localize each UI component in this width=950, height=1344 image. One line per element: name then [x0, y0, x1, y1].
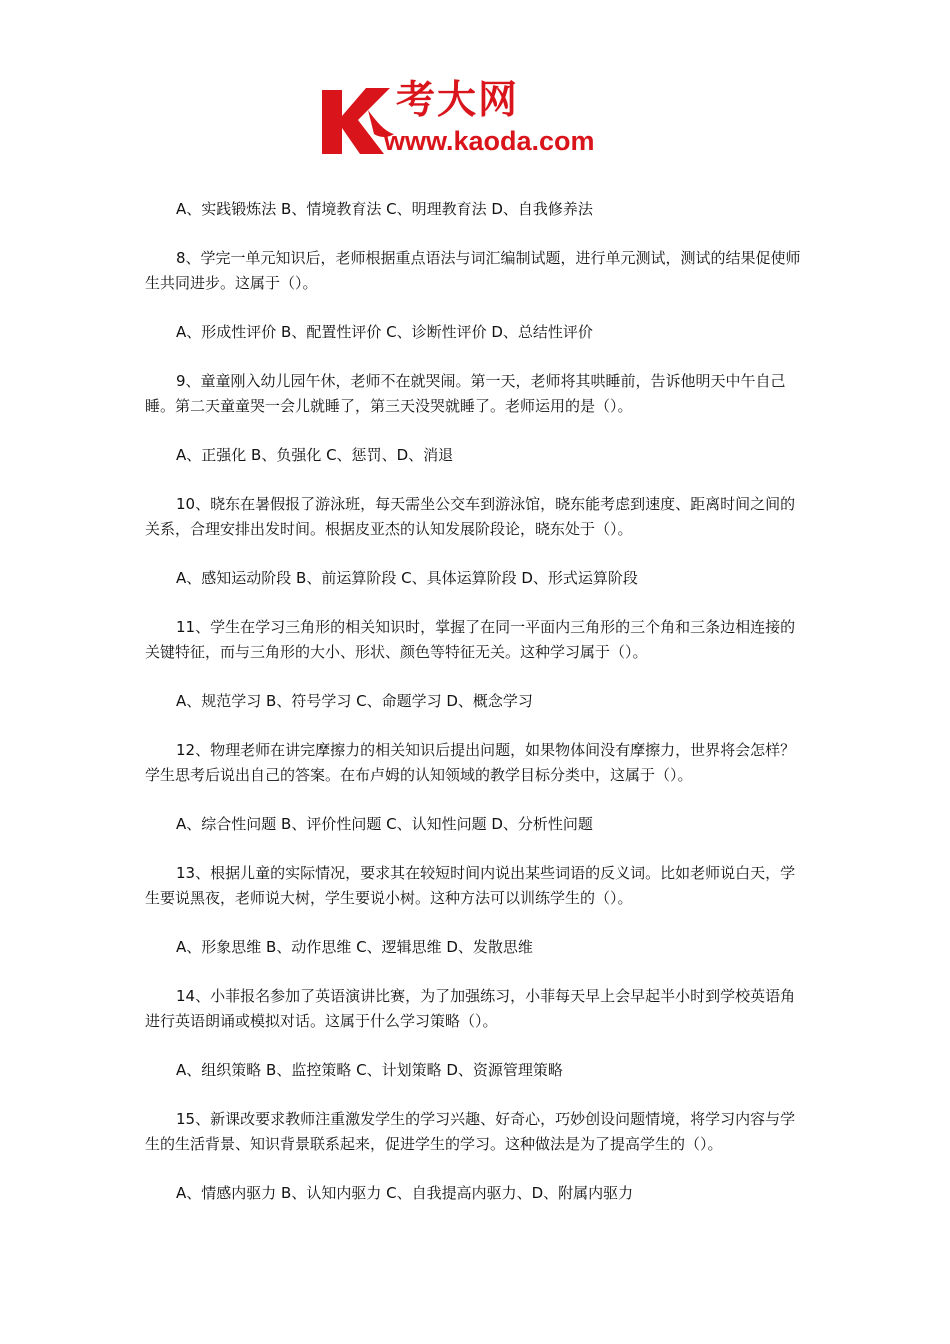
question-8: 8、学完一单元知识后，老师根据重点语法与词汇编制试题，进行单元测试，测试的结果促使师生共同进步。这属于（）。 [145, 249, 801, 292]
question-14: 14、小菲报名参加了英语演讲比赛，为了加强练习，小菲每天早上会早起半小时到学校英语角进行英语朗诵或模拟对话。这属于什么学习策略（）。 [145, 987, 796, 1030]
question-list [145, 197, 810, 1230]
question-13: 13、根据儿童的实际情况，要求其在较短时间内说出某些词语的反义词。比如老师说白天，学生要说黑夜，老师说大树，学生要说小树。这种方法可以训练学生的（）。 [145, 864, 796, 907]
logo-url-text: www.kaoda.com [384, 126, 595, 156]
options-line: A、形象思维 B、动作思维 C、逻辑思维 D、发散思维 [176, 938, 533, 956]
options-line: A、实践锻炼法 B、情境教育法 C、明理教育法 D、自我修养法 [176, 200, 593, 218]
question-9: 9、童童刚入幼儿园午休，老师不在就哭闹。第一天，老师将其哄睡前，告诉他明天中午自己睡。第二天童童哭一会儿就睡了，第三天没哭就睡了。老师运用的是（）。 [145, 372, 786, 415]
question-15: 15、新课改要求教师注重激发学生的学习兴趣、好奇心，巧妙创设问题情境，将学习内容与学生的生活背景、知识背景联系起来，促进学生的学习。这种做法是为了提高学生的（）。 [145, 1110, 796, 1153]
question-10: 10、晓东在暑假报了游泳班，每天需坐公交车到游泳馆，晓东能考虑到速度、距离时间之间的关系，合理安排出发时间。根据皮亚杰的认知发展阶段论，晓东处于（）。 [145, 495, 796, 538]
options-line: A、综合性问题 B、评价性问题 C、认知性问题 D、分析性问题 [176, 815, 593, 833]
kaoda-logo [318, 80, 638, 160]
options-line: A、组织策略 B、监控策略 C、计划策略 D、资源管理策略 [176, 1061, 563, 1079]
options-line: A、感知运动阶段 B、前运算阶段 C、具体运算阶段 D、形式运算阶段 [176, 569, 638, 587]
logo-brand-text: 考大网 [396, 78, 520, 123]
question-11: 11、学生在学习三角形的相关知识时，掌握了在同一平面内三角形的三个角和三条边相连接的关键特征，而与三角形的大小、形状、颜色等特征无关。这种学习属于（）。 [145, 618, 796, 661]
options-line: A、正强化 B、负强化 C、惩罚、D、消退 [176, 446, 454, 464]
options-line: A、情感内驱力 B、认知内驱力 C、自我提高内驱力、D、附属内驱力 [176, 1184, 634, 1202]
options-line: A、规范学习 B、符号学习 C、命题学习 D、概念学习 [176, 692, 533, 710]
question-12: 12、物理老师在讲完摩擦力的相关知识后提出问题，如果物体间没有摩擦力，世界将会怎样？学生思考后说出自己的答案。在布卢姆的认知领域的教学目标分类中，这属于（）。 [145, 741, 796, 784]
options-line: A、形成性评价 B、配置性评价 C、诊断性评价 D、总结性评价 [176, 323, 593, 341]
